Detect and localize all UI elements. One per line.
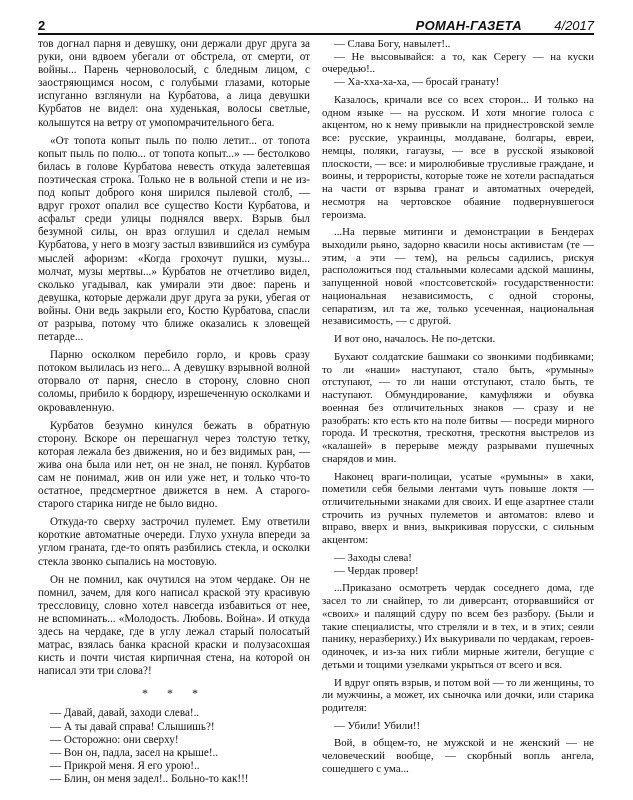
magazine-title: РОМАН-ГАЗЕТА (415, 18, 522, 33)
dialogue-line: — Не высовывайся: а то, как Серегу — на куски очередью!.. (322, 50, 594, 76)
left-column (38, 38, 310, 791)
paragraph: Он не помнил, как очутился на этом чердаке. Он не помнил, зачем, для кого написал краской эту красивую трессловицу, словно хотел навсегда избавиться от нее, не вспоминать... «Молодость. Любовь. Война». И откуда здесь на чердаке, где в углу лежал старый полосатый матрас, взялась банка красной краски и полузасохшая кисть и почти чистая кирпичная стена, на которой он написал эти три слова?! (38, 573, 310, 678)
dialogue-line: — Блин, он меня задел!.. Больно-то как!!! (50, 772, 249, 785)
paragraph: тов догнал парня и девушку, они держали друг друга за руки, они вдвоем убегали от обстрела, от смерти, от войны... Парень черноволосый, с бледным лицом, с заостряющимся носом, с голубыми глазами, которые испуганно взглянули на Курбатова, а лица девушки Курбатов не видел: она худенькая, волосы светлые, колышутся на ветру от умопомрачительного бега. (38, 38, 310, 129)
paragraph: «От топота копыт пыль по полю летит... от топота копыт пыль по полю... от топота копыт...» — бестолково билась в голове Курбатова невесть откуда залетевшая поэтическая строка. Только не в вольной степи и не из-под копыт доброго коня ширился пылевой столб, — вдруг грохот опалил все существо Кости Курбатова, и асфальт среди улицы поднялся вверх. Взрыв был безумной силы, он враз оглушил и сделал немым Курбатова, у него в мозгу застыл взвившийся из сумбура мыслей афоризм: «Когда грохочут пушки, музы... молчат, музы мертвы...» Курбатов не отчетливо видел, сколько угадывал, как умирали эти двое: парень и девушка, которые держали друг друга за руки, убегая от войны. Они ведь закрыли его, Костю Курбатова, спасли от разрыва, потому что ближе оказались к зловещей петарде... (38, 134, 310, 344)
dialogue-line: — Заходы слева! (334, 551, 412, 564)
paragraph: Казалось, кричали все со всех сторон... И только на одном языке — на русском. И хотя многие голоса с акцентом, но к нему привыкли на приднестровской земле все: русские, украинцы, молдаване, болгары, евреи, немцы, поляки, гагаузы, — все в русской языковой плоскости, — все: и миролюбивые трусливые граждане, и воины, и террористы, которые тоже не хотели распадаться на части от взрыва гранат и автоматных очередей, несмотря на чертовское обаяние подвернувшегося героизма. (322, 93, 594, 221)
right-column (322, 38, 594, 781)
paragraph: Курбатов безумно кинулся бежать в обратную сторону. Вскоре он перешагнул через толстую тетку, которая лежала без движения, но и без видимых ран, — жива она была или нет, он не знал, не понял. Курбатов сам не понимал, жив он или уже нет, и только что-то остатное, предсмертное движется в нем. А старого-старого старика нигде не было видно. (38, 419, 310, 511)
dialogue-line: — Вон он, падла, засел на крыше!.. (50, 746, 219, 759)
section-divider: * * * (142, 686, 206, 701)
dialogue-line: — Убили! Убили!! (334, 719, 421, 732)
header-rule (38, 33, 594, 35)
dialogue-line: — Ха-хха-ха-ха, — бросай гранату! (334, 76, 500, 89)
dialogue-line: — Слава Богу, навылет!.. (334, 38, 451, 50)
dialogue-line: — Прикрой меня. Я его урою!.. (50, 759, 200, 772)
dialogue-line: — Осторожно: они сверху! (50, 733, 179, 746)
paragraph: ...На первые митинги и демонстрации в Бендерах выходили рьяно, задорно квасили носы активистам (те — этим, а эти — тем), на рельсы садились, рискуя расположиться под стальными колесами адской машины, запущенной новой «постсоветской» государственности: национальная независимость, с одной стороны, сепаратизм, ил та же, только усеченная, национальная независимость, — с другой. (322, 226, 594, 328)
paragraph: И вот оно, началось. Не по-детски. (334, 333, 496, 346)
page-header (38, 12, 594, 34)
issue-number: 4/2017 (554, 18, 594, 33)
paragraph: Наконец враги-полицаи, усатые «румыны» в хаки, пометили себя белыми лентами чуть повыше локтя — отличительными знаками для своих. И еще азартнее стали строчить из ручных пулеметов и автоматов: влево и вправо, вверх и вниз, выкрикивая порусски, с сильным акцентом: (322, 470, 594, 547)
paragraph: Бухают солдатские башмаки со звонкими подбивками; то ли «наши» наступают, стало быть, «румыны» отступают, — то ли наши отступают, стало быть, те наступают. Обмундирование, камуфляжи и обувка военная без отличительных знаков — сразу и не разобрать: кто есть кто на поле битвы — посреди мирного города. И трескотня, трескотня, трескотня выстрелов из «калашей» в перерыве между разрывами пушечных снарядов и мин. (322, 350, 594, 465)
page-number: 2 (38, 18, 46, 33)
dialogue-line: — А ты давай справа! Слышишь?! (50, 720, 215, 733)
paragraph: И вдруг опять взрыв, и потом вой — то ли женщины, то ли мужчины, а может, их сыночка или дочки, или старика родителя: (322, 676, 594, 714)
dialogue-line: — Чердак провер! (334, 564, 419, 577)
paragraph: Откуда-то сверху застрочил пулемет. Ему ответили короткие автоматные очереди. Глухо ухнула впереди за углом граната, где-то опять разбились стекла, и осколки стекла звонко сыпались на мостовую. (38, 516, 310, 568)
paragraph: ...Приказано осмотреть чердак соседнего дома, где засел то ли снайпер, то ли диверсант, оторвавшийся от «своих» и палящий сдуру по всем без разбору. (Были и такие специалисты, что стреляли и в тех, и в этих; сеяли панику, неразбериху.) Их выкуривали по чердакам, героев-одиночек, и из-за них гибли мирные жители, бегущие с детьми и тощими узелками укрыться от всего и вся. (322, 582, 594, 671)
paragraph: Парню осколком перебило горло, и кровь сразу потоком вылилась из него... А девушку взрывной волной оторвало от парня, снесло в сторону, словно сноп соломы, прибило к бордюру, изрешеченную осколками и окровавленную. (38, 349, 310, 414)
dialogue-line: — Давай, давай, заходи слева!.. (50, 707, 200, 720)
paragraph: Вой, в общем-то, не мужской и не женский — не человеческий вообще, — скорбный вопль ангела, сошедшего с ума... (322, 737, 594, 775)
